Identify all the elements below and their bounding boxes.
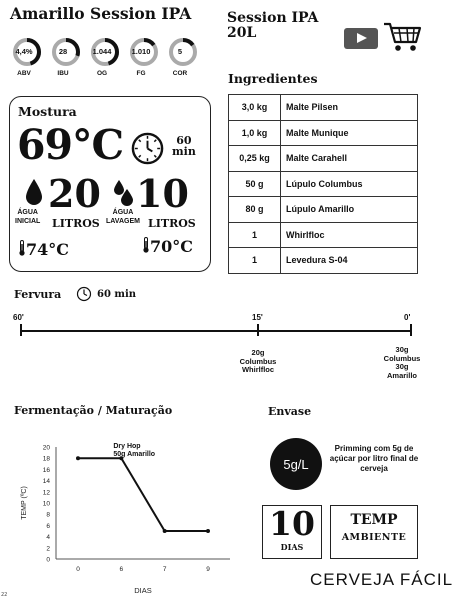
data-point xyxy=(206,529,210,533)
bottling-days-label: DIAS xyxy=(280,542,304,552)
ingredient-qty: 1 xyxy=(229,222,281,248)
mash-temperature: 69°C xyxy=(17,121,124,169)
ingredient-name: Malte Munique xyxy=(281,120,418,146)
data-point xyxy=(163,529,167,533)
ingredient-name: Whirlfloc xyxy=(281,222,418,248)
stat-label: COR xyxy=(172,70,188,77)
ingredient-qty: 50 g xyxy=(229,171,281,197)
timeline-tick xyxy=(20,324,22,336)
hop-addition-0-line: Columbus xyxy=(383,353,421,363)
bottling-temp-ambient: AMBIENTE xyxy=(341,532,407,543)
priming-description: Primming com 5g de açúcar por litro final de cerveja xyxy=(329,444,419,473)
ingredient-qty: 80 g xyxy=(229,197,281,223)
video-play-icon[interactable] xyxy=(344,28,378,49)
stat-value: 1.010 xyxy=(131,47,151,56)
timeline-mark-60: 60' xyxy=(13,313,24,322)
y-tick-label: 4 xyxy=(46,534,50,542)
brand-logo: CERVEJA FÁCIL xyxy=(310,570,453,589)
ingredient-qty: 1,0 kg xyxy=(229,120,281,146)
agua-inicial-label xyxy=(15,208,40,226)
timeline-mark-0: 0' xyxy=(404,313,411,322)
y-tick-label: 12 xyxy=(42,489,50,497)
y-tick-label: 16 xyxy=(42,466,50,474)
bottling-days-value: 10 xyxy=(269,504,315,543)
stat-ibu xyxy=(48,37,84,77)
ingredient-name: Lúpulo Amarillo xyxy=(281,197,418,223)
agua-lavagem-label xyxy=(106,208,140,226)
ingredient-qty: 0,25 kg xyxy=(229,146,281,172)
ingredient-row xyxy=(229,171,418,197)
y-tick-label: 14 xyxy=(42,478,50,486)
mostura-title: Mostura xyxy=(18,104,77,119)
y-tick-label: 10 xyxy=(42,500,50,508)
agua-inicial-litros: 20 xyxy=(48,171,101,216)
ingredients-table xyxy=(228,94,418,274)
agua-inicial-label-line2: INICIAL xyxy=(15,218,41,225)
water-drop-icon xyxy=(24,178,44,206)
hop-addition-15-line: Columbus xyxy=(239,356,277,366)
x-tick-label: 0 xyxy=(76,566,80,573)
x-tick-label: 9 xyxy=(206,566,210,573)
agua-lavagem-temp: 70°C xyxy=(150,237,193,256)
litros-label: LITROS xyxy=(148,217,196,230)
ingredient-row xyxy=(229,120,418,146)
stat-value: 1.044 xyxy=(92,47,112,56)
ingredient-row xyxy=(229,248,418,274)
ingredient-qty: 3,0 kg xyxy=(229,95,281,121)
envase-title: Envase xyxy=(268,405,312,418)
y-tick-label: 8 xyxy=(46,511,50,519)
agua-lavagem-label-line1: ÁGUA xyxy=(112,209,134,216)
stat-value: 5 xyxy=(177,47,183,56)
y-axis-label: TEMP (ºC) xyxy=(21,486,28,520)
fermentation-chart xyxy=(18,435,238,600)
y-tick-label: 18 xyxy=(42,455,50,463)
litros-label: LITROS xyxy=(52,217,100,230)
water-drops-icon xyxy=(112,178,134,206)
stat-label: OG xyxy=(96,70,108,77)
beer-name-title: Amarillo Session IPA xyxy=(10,4,192,23)
stat-label: IBU xyxy=(57,70,69,77)
agua-lavagem-label-line2: LAVAGEM xyxy=(106,218,140,225)
stat-label: ABV xyxy=(17,70,31,77)
ingredientes-title: Ingredientes xyxy=(228,71,318,86)
bottling-temp-label: TEMP xyxy=(350,512,398,528)
fermentacao-title: Fermentação / Maturação xyxy=(14,404,173,417)
corner-mark: 22 xyxy=(1,592,8,598)
ingredient-row xyxy=(229,197,418,223)
x-tick-label: 7 xyxy=(162,566,167,573)
hop-addition-0-line: 30g xyxy=(395,345,409,354)
batch-volume: 20L xyxy=(227,25,257,41)
stat-cor xyxy=(165,37,201,77)
ingredient-name: Lúpulo Columbus xyxy=(281,171,418,197)
x-tick-label: 6 xyxy=(119,566,124,573)
priming-dose-badge: 5g/L xyxy=(270,438,322,490)
mash-time xyxy=(172,135,196,157)
stat-og xyxy=(87,37,123,77)
clock-icon xyxy=(130,131,165,166)
hop-addition-0-line: Amarillo xyxy=(386,370,417,380)
boil-timeline xyxy=(20,330,412,332)
agua-inicial-temp: 74°C xyxy=(26,240,69,259)
y-tick-label: 2 xyxy=(46,545,50,553)
timeline-tick xyxy=(410,324,412,336)
series-line xyxy=(78,458,208,531)
thermometer-icon xyxy=(142,237,150,253)
hop-addition-0 xyxy=(378,346,426,380)
ingredient-row xyxy=(229,222,418,248)
ingredient-name: Malte Carahell xyxy=(281,146,418,172)
stat-abv xyxy=(9,37,45,77)
fervura-title: Fervura xyxy=(14,288,62,301)
agua-inicial-label-line1: ÁGUA xyxy=(17,209,38,216)
hop-addition-15-line: 20g xyxy=(251,348,265,357)
y-tick-label: 0 xyxy=(46,556,50,564)
ingredient-row xyxy=(229,146,418,172)
y-tick-label: 20 xyxy=(42,444,50,452)
stat-value: 28 xyxy=(58,47,68,56)
fervura-time: 60 min xyxy=(97,289,137,300)
agua-lavagem-litros: 10 xyxy=(136,171,189,216)
timeline-tick xyxy=(257,324,259,336)
ingredient-name: Malte Pilsen xyxy=(281,95,418,121)
shopping-cart-icon[interactable] xyxy=(382,20,422,54)
mash-time-value: 60 xyxy=(176,134,192,147)
annotation-dry-hop-amount: 50g Amarillo xyxy=(113,451,156,458)
ingredient-qty: 1 xyxy=(229,248,281,274)
stat-value: 4,4% xyxy=(15,47,33,56)
stat-label: FG xyxy=(136,70,146,77)
stat-fg xyxy=(126,37,162,77)
clock-icon xyxy=(76,286,92,302)
beer-style: Session IPA xyxy=(227,10,319,26)
ingredient-row xyxy=(229,95,418,121)
thermometer-icon xyxy=(18,240,26,256)
annotation-dry-hop: Dry Hop xyxy=(113,443,141,450)
y-tick-label: 6 xyxy=(46,522,50,530)
timeline-mark-15: 15' xyxy=(252,313,263,322)
data-point xyxy=(76,456,80,460)
ingredient-name: Levedura S-04 xyxy=(281,248,418,274)
hop-addition-0-line: 30g xyxy=(395,362,409,371)
recipe-style-volume xyxy=(227,11,318,41)
hop-addition-15 xyxy=(232,349,284,375)
x-axis-label: DIAS xyxy=(134,586,152,595)
mash-time-unit: min xyxy=(172,145,196,158)
hop-addition-15-line: Whirlfloc xyxy=(241,365,275,374)
